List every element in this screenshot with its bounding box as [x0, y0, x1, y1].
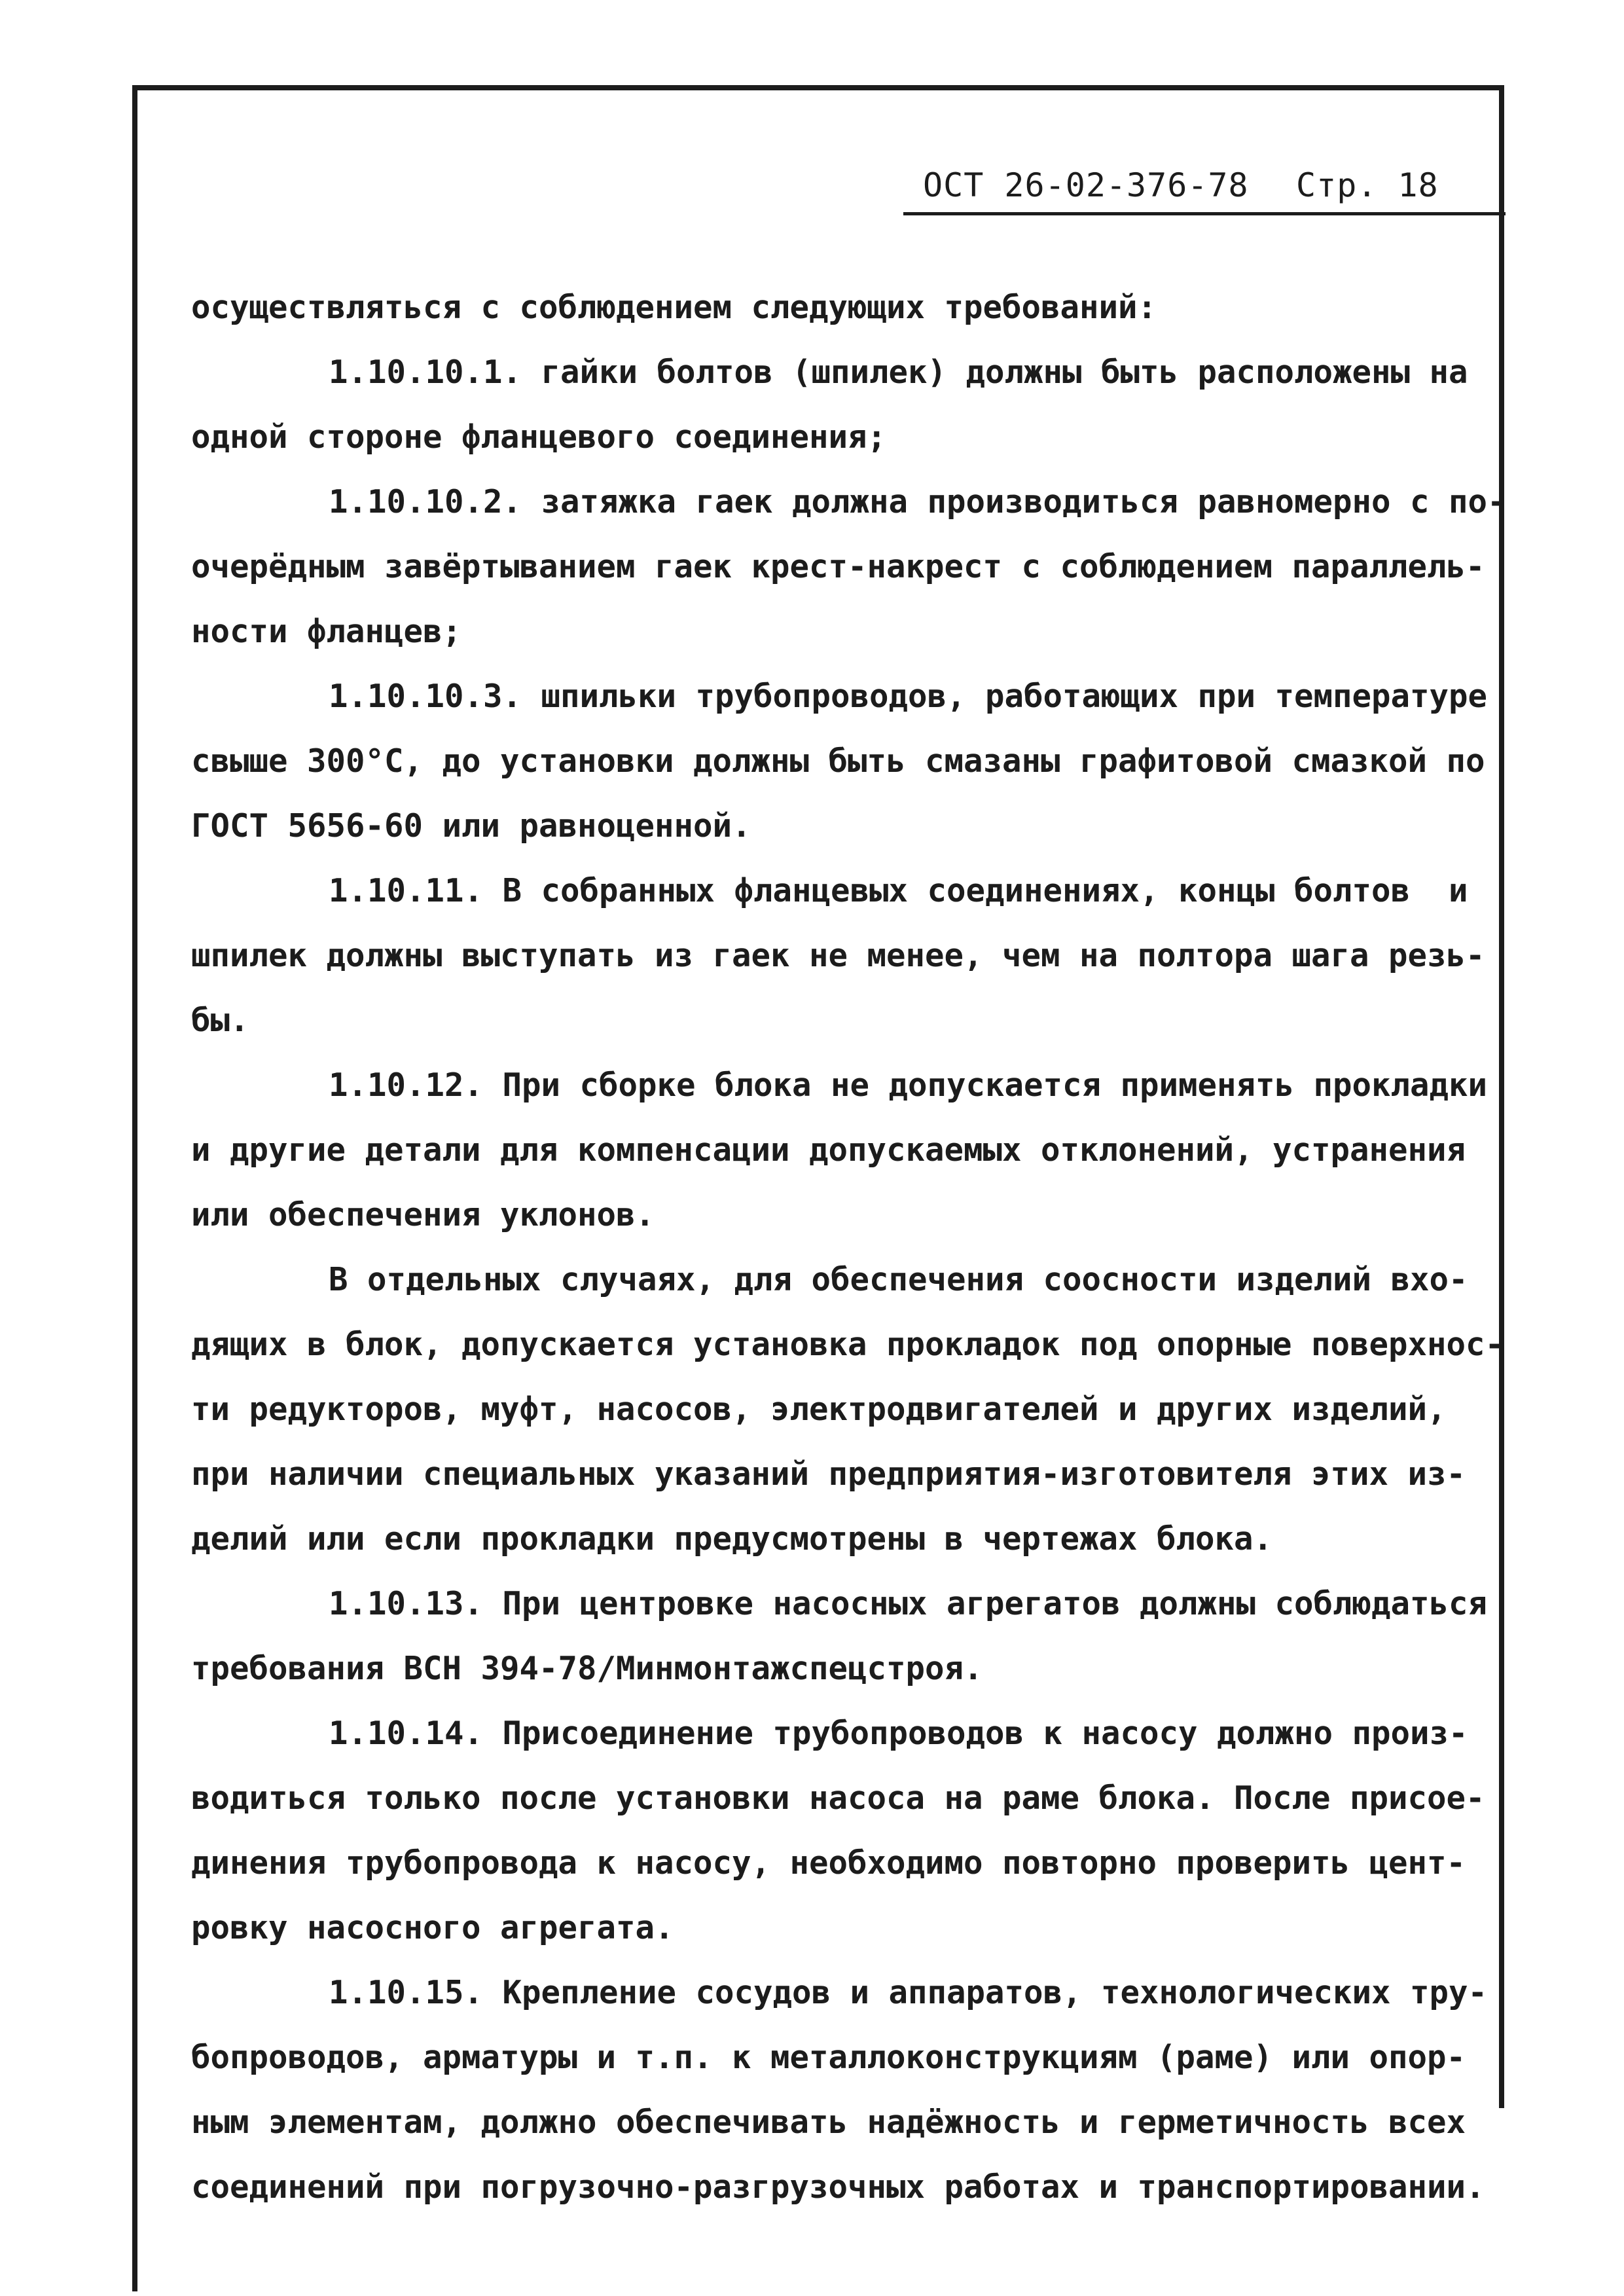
text-line: ности фланцев;: [191, 613, 462, 650]
text-line: бопроводов, арматуры и т.п. к металлоконструкциям (раме) или опор-: [191, 2039, 1466, 2076]
text-line: соединений при погрузочно-разгрузочных работах и транспортировании.: [191, 2168, 1485, 2206]
text-line: ровку насосного агрегата.: [191, 1909, 674, 1946]
document-code: ОСТ 26-02-376-78: [923, 166, 1249, 204]
text-line: В отдельных случаях, для обеспечения соосности изделий вхо-: [329, 1261, 1468, 1298]
text-line: или обеспечения уклонов.: [191, 1196, 655, 1233]
text-line: очерёдным завёртыванием гаек крест-накрест с соблюдением параллель-: [191, 548, 1485, 585]
text-line: 1.10.10.3. шпильки трубопроводов, работающих при температуре: [329, 678, 1488, 715]
frame-left-border: [132, 85, 137, 2291]
text-line: дящих в блок, допускается установка прокладок под опорные поверхнос-: [191, 1326, 1505, 1363]
text-line: свыше 300°С, до установки должны быть смазаны графитовой смазкой по: [191, 742, 1485, 780]
page-number: Стр. 18: [1296, 166, 1439, 204]
text-line: 1.10.12. При сборке блока не допускается применять прокладки: [329, 1066, 1488, 1104]
frame-top-border: [132, 85, 1504, 90]
text-line: 1.10.11. В собранных фланцевых соединениях, концы болтов и: [329, 872, 1468, 909]
text-line: при наличии специальных указаний предприятия-изготовителя этих из-: [191, 1455, 1466, 1493]
text-line: 1.10.13. При центровке насосных агрегатов должны соблюдаться: [329, 1585, 1488, 1622]
text-line: 1.10.10.2. затяжка гаек должна производиться равномерно с по-: [329, 483, 1507, 520]
text-line: и другие детали для компенсации допускаемых отклонений, устранения: [191, 1131, 1466, 1169]
text-line: бы.: [191, 1002, 249, 1039]
text-line: 1.10.15. Крепление сосудов и аппаратов, технологических тру-: [329, 1974, 1488, 2011]
text-line: шпилек должны выступать из гаек не менее, чем на полтора шага резь-: [191, 937, 1485, 974]
text-line: 1.10.10.1. гайки болтов (шпилек) должны быть расположены на: [329, 354, 1468, 391]
text-line: одной стороне фланцевого соединения;: [191, 418, 887, 456]
text-line: осуществляться с соблюдением следующих требований:: [191, 289, 1157, 326]
text-line: требования ВСН 394-78/Минмонтажспецстроя.: [191, 1650, 983, 1687]
document-body: [191, 275, 1540, 2219]
text-line: 1.10.14. Присоединение трубопроводов к насосу должно произ-: [329, 1715, 1468, 1752]
text-line: ным элементам, должно обеспечивать надёжность и герметичность всех: [191, 2104, 1466, 2141]
text-line: динения трубопровода к насосу, необходимо повторно проверить цент-: [191, 1844, 1466, 1882]
text-line: ГОСТ 5656-60 или равноценной.: [191, 807, 751, 845]
text-line: водиться только после установки насоса на раме блока. После присое-: [191, 1779, 1485, 1817]
page-header: [903, 164, 1506, 215]
text-line: делий или если прокладки предусмотрены в чертежах блока.: [191, 1520, 1273, 1558]
text-line: ти редукторов, муфт, насосов, электродвигателей и других изделий,: [191, 1391, 1447, 1428]
